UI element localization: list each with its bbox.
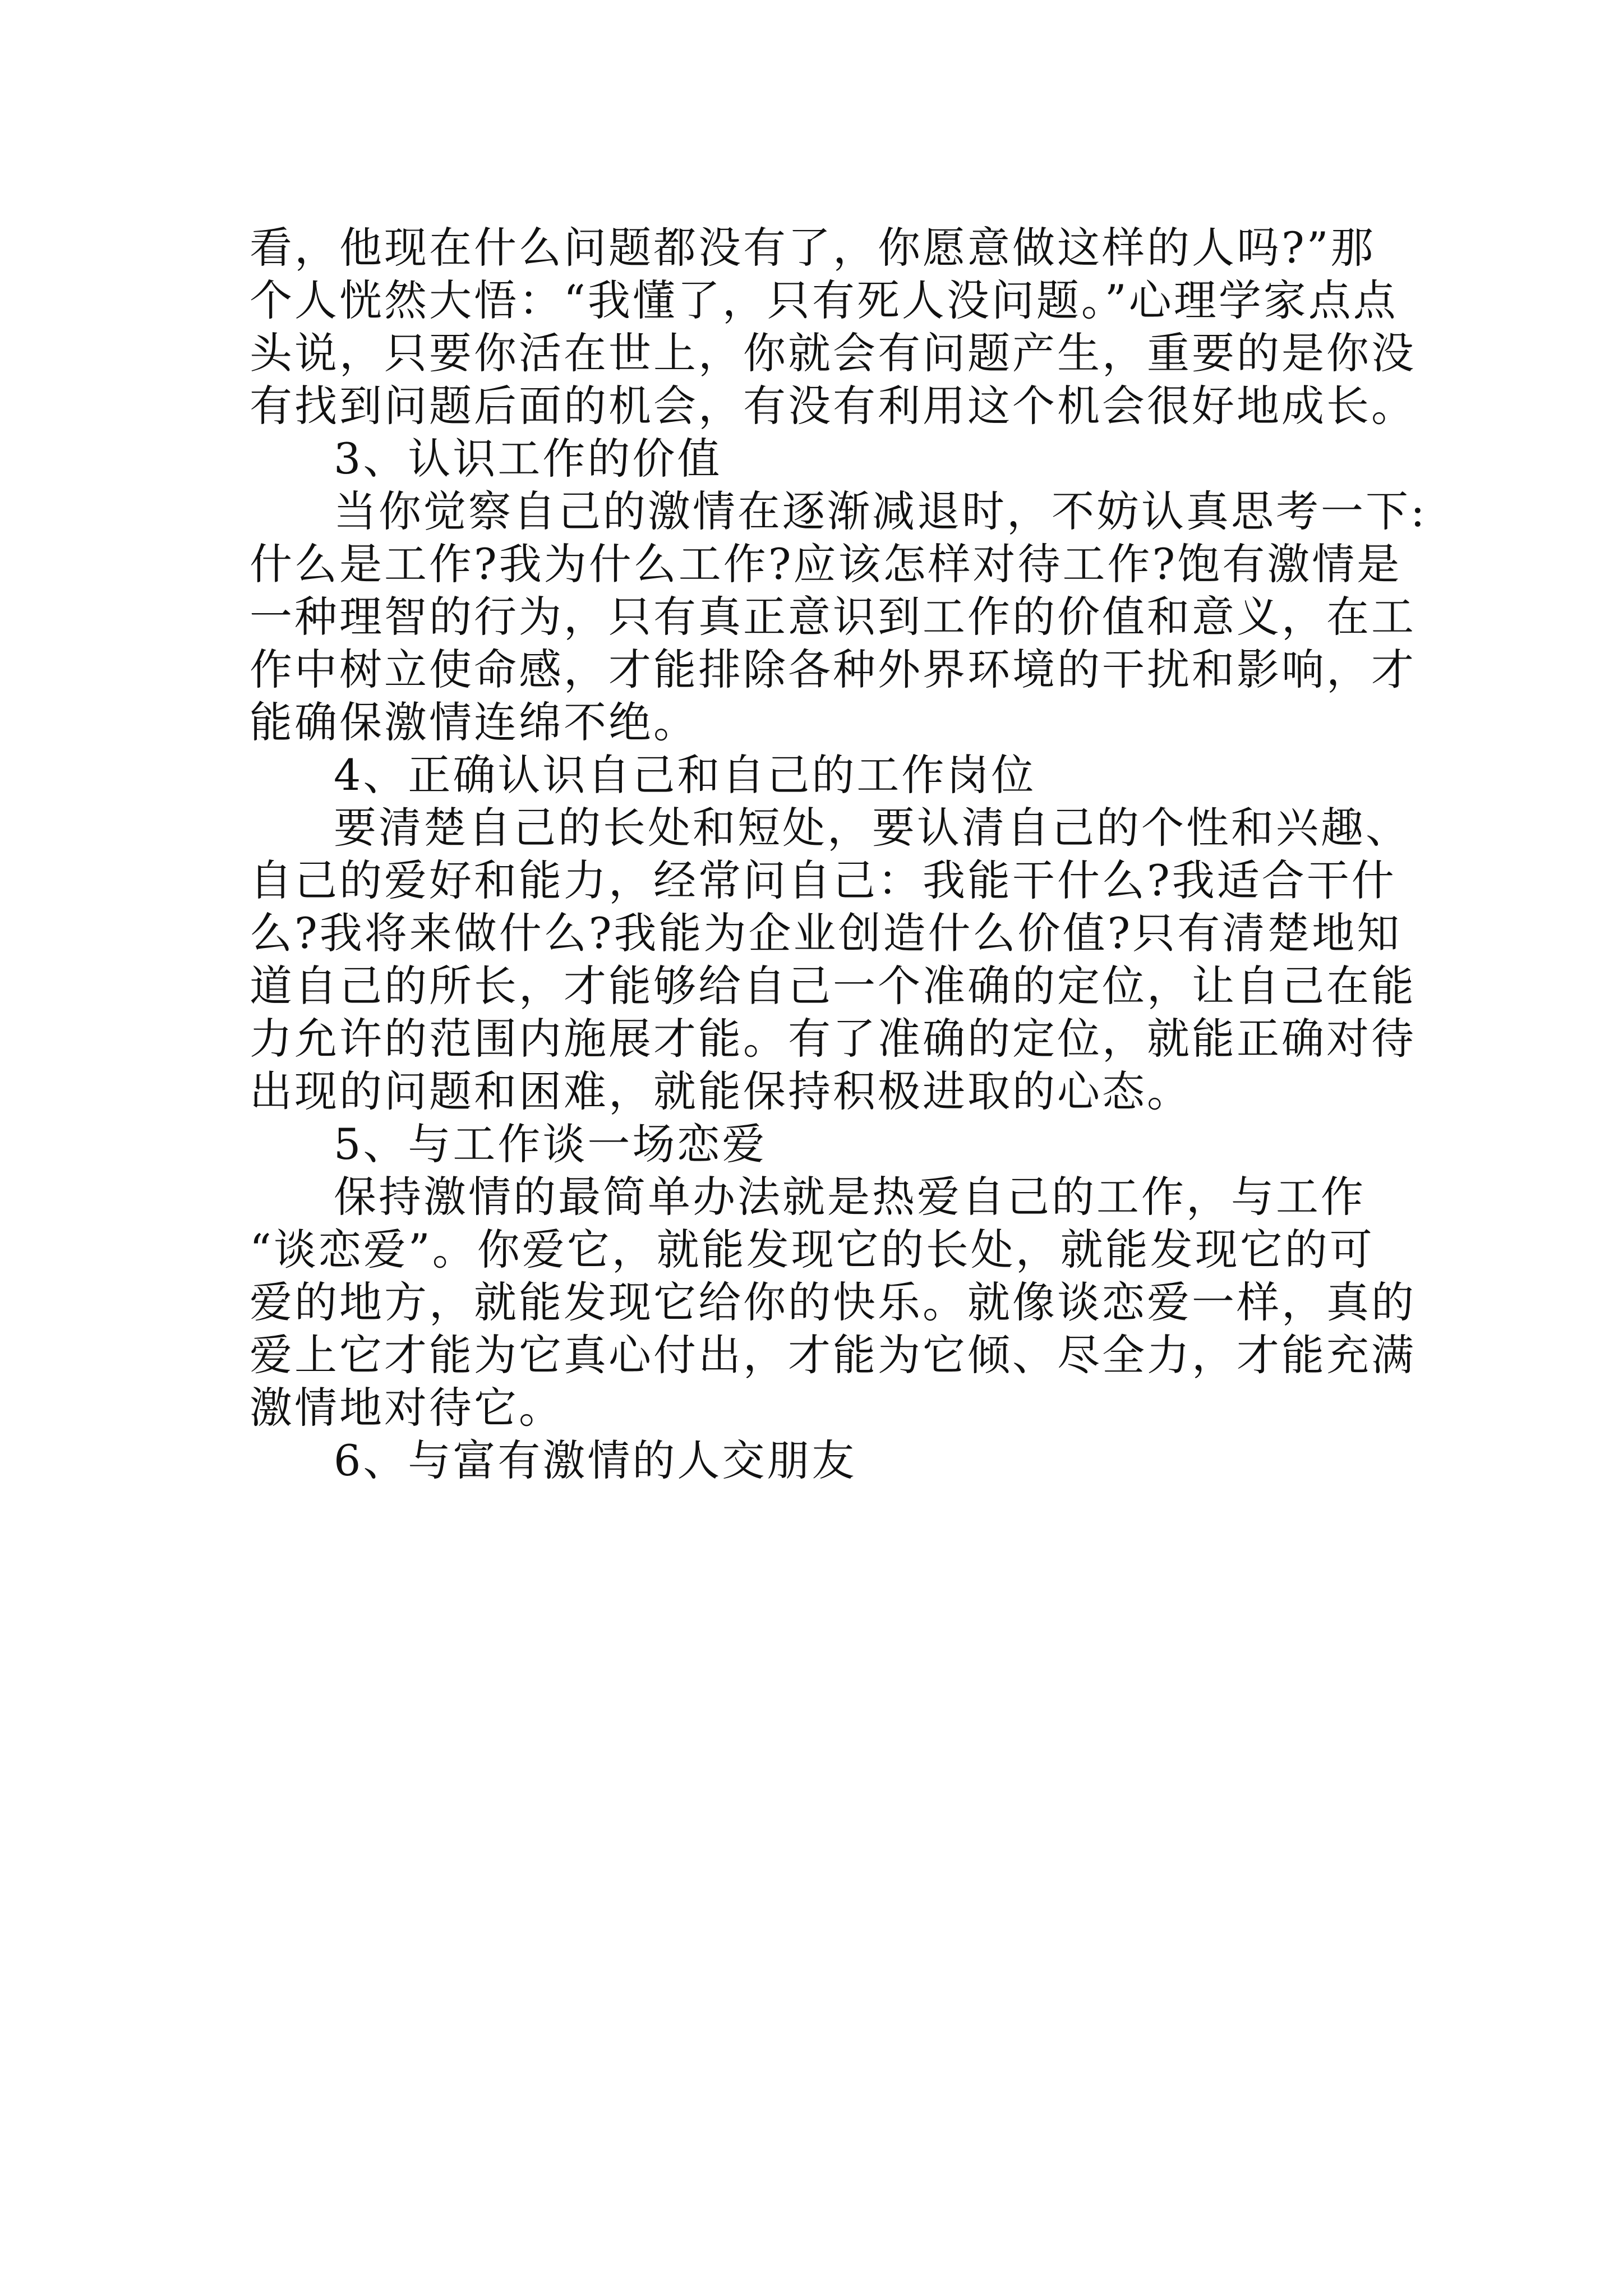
paragraph-line: 有找到问题后面的机会，有没有利用这个机会很好地成长。 [250,381,1416,431]
paragraph-line: 爱上它才能为它真心付出，才能为它倾、尽全力，才能充满 [250,1330,1416,1380]
paragraph-line: 什么是工作?我为什么工作?应该怎样对待工作?饱有激情是 [250,539,1402,589]
paragraph-line: 看，他现在什么问题都没有了，你愿意做这样的人吗?”那 [250,223,1376,273]
section-heading: 4、正确认识自己和自己的工作岗位 [334,750,1036,800]
paragraph-line: 么?我将来做什么?我能为企业创造什么价值?只有清楚地知 [250,908,1402,958]
paragraph-line: 自己的爱好和能力，经常问自己：我能干什么?我适合干什 [250,855,1396,905]
section-heading: 5、与工作谈一场恋爱 [334,1119,767,1169]
paragraph-line: 能确保激情连绵不绝。 [250,697,698,747]
paragraph-line: 一种理智的行为，只有真正意识到工作的价值和意义，在工 [250,592,1416,642]
paragraph-line: “谈恋爱”。你爱它，就能发现它的长处，就能发现它的可 [250,1225,1375,1274]
paragraph-line: 出现的问题和困难，就能保持积极进取的心态。 [250,1066,1192,1116]
paragraph-line: 激情地对待它。 [250,1383,564,1433]
paragraph-line: 个人恍然大悟：“我懂了，只有死人没问题。”心理学家点点 [250,275,1398,325]
paragraph-line: 保持激情的最简单办法就是热爱自己的工作，与工作 [334,1172,1366,1222]
paragraph-line: 作中树立使命感，才能排除各种外界环境的干扰和影响，才 [250,645,1416,694]
paragraph-line: 力允许的范围内施展才能。有了准确的定位，就能正确对待 [250,1014,1416,1064]
section-heading: 3、认识工作的价值 [334,434,722,484]
section-heading: 6、与富有激情的人交朋友 [334,1435,857,1485]
paragraph-line: 头说，只要你活在世上，你就会有问题产生，重要的是你没 [250,328,1416,378]
paragraph-line: 爱的地方，就能发现它给你的快乐。就像谈恋爱一样，真的 [250,1277,1416,1327]
paragraph-line: 要清楚自己的长处和短处，要认清自己的个性和兴趣、 [334,803,1410,853]
paragraph-line: 当你觉察自己的激情在逐渐减退时，不妨认真思考一下: [334,486,1427,536]
paragraph-line: 道自己的所长，才能够给自己一个准确的定位，让自己在能 [250,961,1416,1011]
